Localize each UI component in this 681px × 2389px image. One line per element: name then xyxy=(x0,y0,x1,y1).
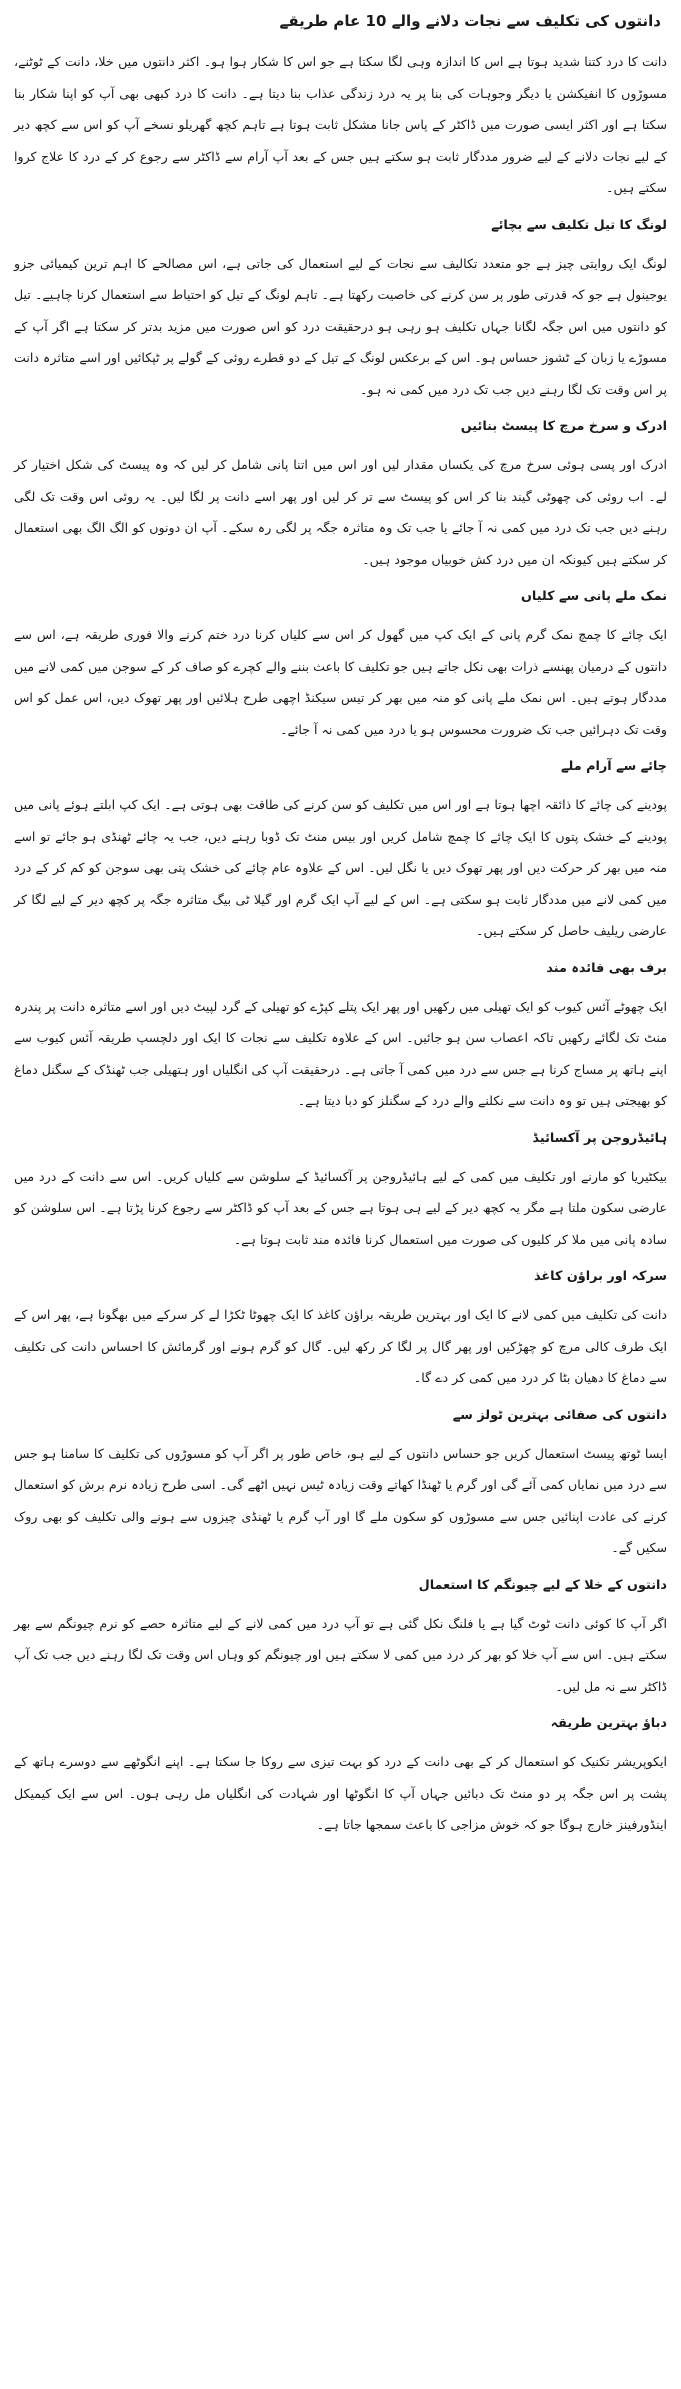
article-intro: دانت کا درد کتنا شدید ہوتا ہے اس کا اندازہ وہی لگا سکتا ہے جو اس کا شکار ہوا ہو۔ اکثر دانتوں میں خلا، دانت کے ٹوٹنے، مسوڑوں کا انفیکشن یا دیگر وجوہات کی بنا پر یہ درد زندگی عذاب بنا دیتا ہے۔ دانت کا درد کبھی بھی آپ کو اپنا شکار بنا سکتا ہے اور اکثر ایسی صورت میں ڈاکٹر کے پاس جانا مشکل ثابت ہوتا ہے تاہم کچھ گھریلو نسخے آپ کو اس سے کچھ دیر کے لیے نجات دلانے کے لیے ضرور مددگار ثابت ہو سکتے ہیں جس کے بعد آپ آرام سے ڈاکٹر سے رجوع کر کے درد کا علاج کروا سکتے ہیں۔ xyxy=(14,54,667,195)
section-heading: چائے سے آرام ملے xyxy=(561,759,667,774)
section-body: بیکٹیریا کو مارنے اور تکلیف میں کمی کے لیے ہائیڈروجن پر آکسائیڈ کے سلوشن سے کلیاں کریں۔ اس سے دانت کے درد میں عارضی سکون ملتا ہے مگر یہ کچھ دیر کے لیے ہی ہوتا ہے جس کے بعد آپ کو ڈاکٹر سے رجوع کرنا پڑتا ہے۔ اس سلوشن کو سادہ پانی میں ملا کر کلیوں کی صورت میں استعمال کرنا فائدہ مند ثابت ہوتا ہے۔ xyxy=(14,1168,667,1247)
section-body: ادرک اور پسی ہوئی سرخ مرچ کی یکساں مقدار لیں اور اس میں اتنا پانی شامل کر لیں کہ وہ پیسٹ کی شکل اختیار کر لے۔ اب روئی کی چھوٹی گیند بنا کر اس کو پیسٹ سے تر کر لیں اور پھر اسے دانت پر لگا لیں۔ یہ روئی اس وقت تک لگی رہنے دیں جب تک درد میں کمی نہ آ جائے یا جب تک وہ متاثرہ جگہ پر لگی رہ سکے۔ آپ ان دونوں کو الگ الگ بھی استعمال کر سکتے ہیں کیونکہ ان میں درد کش خوبیاں موجود ہیں۔ xyxy=(14,457,667,567)
section-heading: لونگ کا تیل تکلیف سے بچائے xyxy=(491,217,667,233)
section-body: دانت کی تکلیف میں کمی لانے کا ایک اور بہترین طریقہ براؤن کاغذ کا ایک چھوٹا ٹکڑا لے کر سرکے میں بھگونا ہے، پھر اس کے ایک طرف کالی مرچ کو چھڑکیں اور پھر گال پر لگا کر رکھ لیں۔ گال کو گرم ہونے اور گرمائش کا احساس دانت کی تکلیف سے دماغ کا دھیان بٹا کر درد میں کمی کر دے گا۔ xyxy=(14,1307,667,1385)
section-heading: دباؤ بہترین طریقہ xyxy=(550,1716,667,1731)
section-heading: سرکہ اور براؤن کاغذ xyxy=(534,1269,667,1284)
section-heading: دانتوں کی صفائی بہترین ٹولز سے xyxy=(452,1407,667,1423)
article-sections xyxy=(14,216,667,1841)
section-body: ایک چائے کا چمچ نمک گرم پانی کے ایک کپ میں گھول کر اس سے کلیاں کرنا درد ختم کرنے والا فوری طریقہ ہے، اس سے دانتوں کے درمیان پھنسے ذرات بھی نکل جاتے ہیں جو تکلیف کا باعث بننے والے کچرے کو صاف کر کے سوجن میں کمی لانے میں مددگار ہوتے ہیں۔ اس نمک ملے پانی کو منہ میں بھر کر تیس سیکنڈ اچھی طرح ہلائیں اور پھر تھوک دیں، اس عمل کو اس وقت تک دہرائیں جب تک ضرورت محسوس ہو یا درد میں کمی نہ آ جائے۔ xyxy=(14,627,667,737)
section-body: ایکوپریشر تکنیک کو استعمال کر کے بھی دانت کے درد کو بہت تیزی سے روکا جا سکتا ہے۔ اپنے انگوٹھے سے دوسرے ہاتھ کے پشت پر اس جگہ پر دو منٹ تک دبائیں جہاں آپ کا انگوٹھا اور شہادت کی انگلیاں مل رہی ہوں۔ اس سے ایک کیمیکل اینڈورفینز خارج ہوگا جو کہ خوش مزاجی کا باعث سمجھا جاتا ہے۔ xyxy=(14,1754,667,1832)
section-body: پودینے کی چائے کا ذائقہ اچھا ہوتا ہے اور اس میں تکلیف کو سن کرنے کی طاقت بھی ہوتی ہے۔ ایک کپ ابلتے ہوئے پانی میں پودینے کے خشک پتوں کا ایک چائے کا چمچ شامل کریں اور بیس منٹ تک ڈوبا رہنے دیں، جب یہ چائے ٹھنڈی ہو جائے تو اسے منہ میں بھر کر حرکت دیں اور پھر تھوک دیں یا نگل لیں۔ اس کے علاوہ عام چائے کی خشک پتی بھی سوجن کو کم کر کے درد میں کمی لانے میں مددگار ثابت ہو سکتی ہے۔ اس کے لیے آپ ایک گرم اور گیلا ٹی بیگ متاثرہ جگہ پر کچھ دیر کے لیے لگا کر عارضی ریلیف حاصل کر سکتے ہیں۔ xyxy=(14,797,667,938)
section-body: لونگ ایک روایتی چیز ہے جو متعدد تکالیف سے نجات کے لیے استعمال کی جاتی ہے، اس مصالحے کا اہم ترین کیمیائی جزو یوجینول ہے جو کہ قدرتی طور پر سن کرنے کی خاصیت رکھتا ہے۔ تاہم لونگ کے تیل کو احتیاط سے استعمال کرنا چاہیے۔ تیل کو دانتوں میں اس جگہ لگانا جہاں تکلیف ہو رہی ہو درحقیقت درد کو اس صورت میں مزید بدتر کر سکتا ہے اگر آپ کے مسوڑے یا زبان کے ٹشوز حساس ہو۔ اس کے برعکس لونگ کے تیل کے دو قطرے روئی کے گولے پر ٹپکائیں اور اسے متاثرہ دانت پر اس وقت تک لگا رہنے دیں جب تک درد میں کمی نہ ہو۔ xyxy=(14,255,667,397)
section-body: ایک چھوٹے آئس کیوب کو ایک تھیلی میں رکھیں اور پھر ایک پتلے کپڑے کو تھیلی کے گرد لپیٹ دیں اور اسے متاثرہ دانت پر پندرہ منٹ تک لگائے رکھیں تاکہ اعصاب سن ہو جائیں۔ اس کے علاوہ تکلیف سے نجات کا ایک اور دلچسپ طریقہ آئس کیوب سے اپنے ہاتھ پر مساج کرنا ہے جس سے درد میں کمی آ جاتی ہے۔ درحقیقت آپ کی انگلیاں اور ہتھیلی جب ٹھنڈک کے سگنل دماغ کو بھیجتی ہیں تو وہ دانت سے نکلنے والے درد کے سگنلز کو دبا دیتا ہے۔ xyxy=(14,998,667,1108)
section-heading: نمک ملے پانی سے کلیاں xyxy=(520,589,667,604)
section-heading: ہائیڈروجن پر آکسائیڈ xyxy=(532,1130,667,1146)
section-heading: ادرک و سرخ مرچ کا پیسٹ بنائیں xyxy=(460,419,667,434)
section-body: ایسا ٹوتھ پیسٹ استعمال کریں جو حساس دانتوں کے لیے ہو، خاص طور پر اگر آپ کو مسوڑوں کی تکلیف کا سامنا ہو جس سے درد میں نمایاں کمی آئے گی اور گرم یا ٹھنڈا کھاتے وقت زیادہ ٹیس نہیں اٹھے گی۔ اسی طرح زیادہ نرم برش کو استعمال کرنے کی عادت اپنائیں جس سے مسوڑوں کو سکون ملے گا اور آپ گرم یا ٹھنڈی چیزوں سے ہونے والی تکلیف کو بھی روک سکیں گے۔ xyxy=(14,1445,667,1555)
article-title: دانتوں کی تکلیف سے نجات دلانے والے 10 عام طریقے xyxy=(279,12,661,30)
section-heading: برف بھی فائدہ مند xyxy=(546,960,667,976)
section-body: اگر آپ کا کوئی دانت ٹوٹ گیا ہے یا فلنگ نکل گئی ہے تو آپ درد میں کمی لانے کے لیے متاثرہ حصے کو نرم چیونگم سے بھر سکتے ہیں۔ اس سے آپ خلا کو بھر کر درد میں کمی لا سکتے ہیں اور چیونگم کو وہاں اس وقت تک لگا رہنے دیں جب تک آپ ڈاکٹر سے نہ مل لیں۔ xyxy=(14,1615,667,1694)
section-heading: دانتوں کے خلا کے لیے چیونگم کا استعمال xyxy=(418,1577,667,1593)
